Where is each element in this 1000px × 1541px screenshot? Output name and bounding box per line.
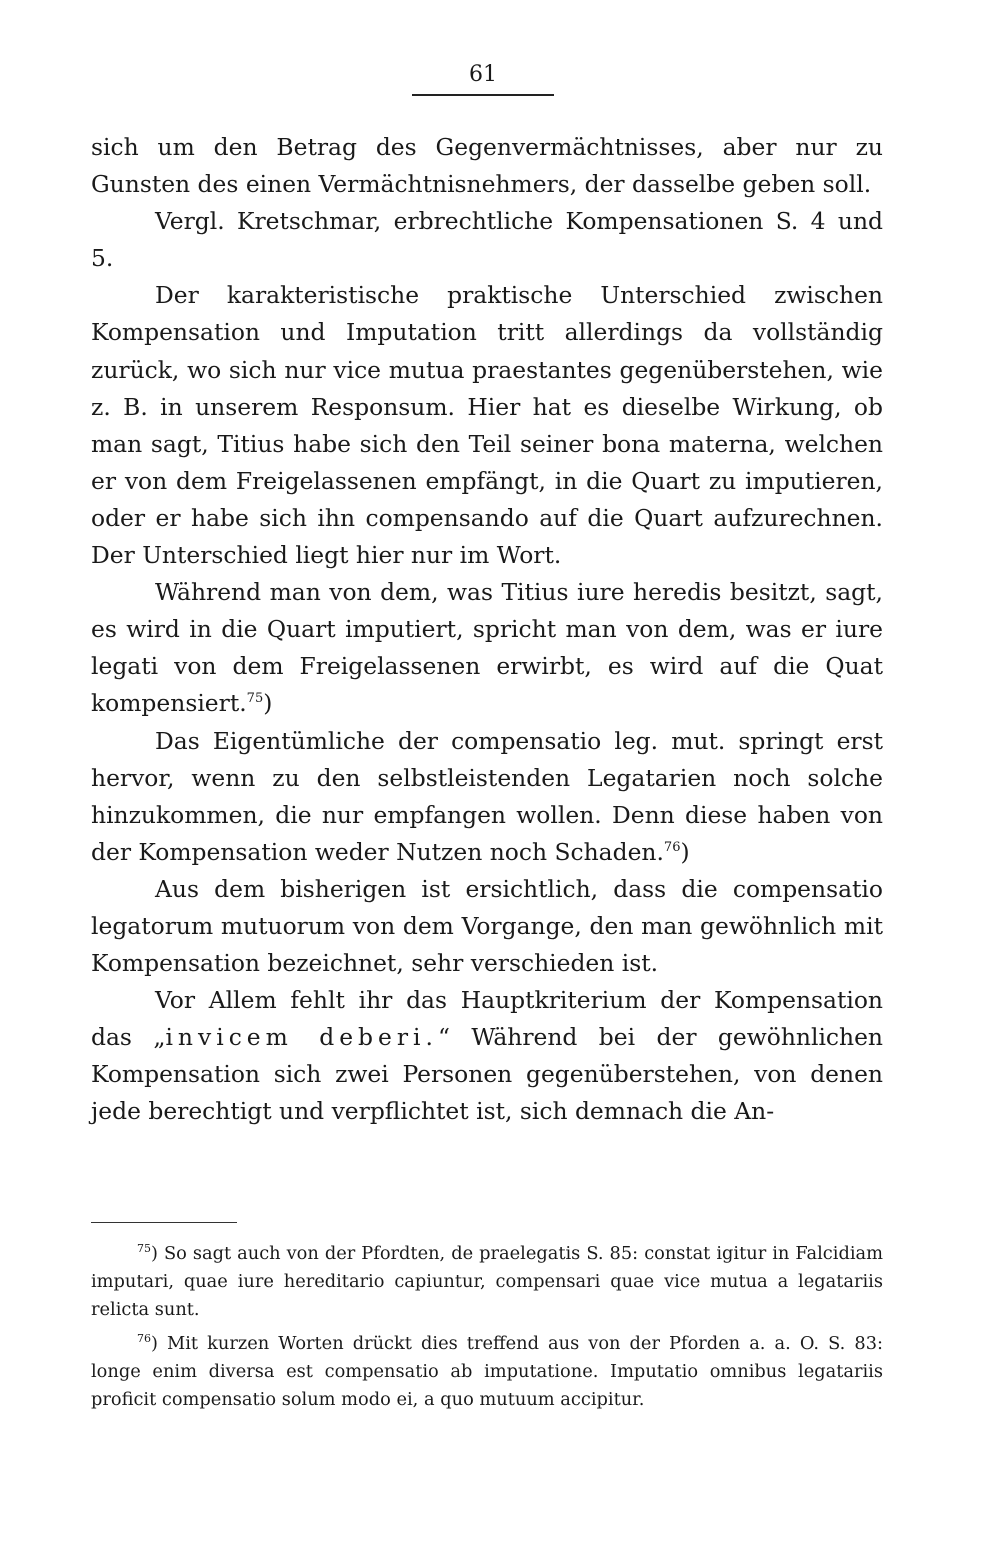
paragraph-5 xyxy=(91,723,883,871)
footnote-76-text: ) Mit kurzen Worten drückt dies treffend aus von der Pforden a. a. O. S. 83: longe enim diversa est compensatio ab imputatione. Imputatio omnibus legatariis proficit compensatio solum modo ei, a quo mutuum accipitur. xyxy=(91,1332,883,1411)
footnote-mark-75: 75 xyxy=(137,1242,151,1256)
paragraph-3-text: Der karakteristische praktische Unterschied zwischen Kompensation und Imputation tritt allerdings da vollständig zurück, wo sich nur vice mutua praestantes gegenüberstehen, wie z. B. in unserem Responsum. Hier hat es dieselbe Wirkung, ob man sagt, Titius habe sich den Teil seiner bona materna, welchen er von dem Freigelassenen empfängt, in die Quart zu imputieren, oder er habe sich ihn compensando auf die Quart aufzurechnen. Der Unterschied liegt hier nur im Wort. xyxy=(91,281,883,570)
body-text xyxy=(91,129,883,1131)
footnote-rule xyxy=(91,1222,237,1223)
footnote-ref-75[interactable]: 75 xyxy=(246,691,264,707)
paragraph-6-text: Aus dem bisherigen ist ersichtlich, dass die compensatio legatorum mutuorum von dem Vorgange, den man gewöhnlich mit Kompensation bezeichnet, sehr verschieden ist. xyxy=(91,874,883,978)
paragraph-2-text: Vergl. Kretschmar, erbrechtliche Kompensationen S. 4 und 5. xyxy=(91,207,883,273)
paragraph-4-text: Während man von dem, was Titius iure heredis besitzt, sagt, es wird in die Quart imputiert, spricht man von dem, was er iure legati von dem Freigelassenen erwirbt, es wird auf die Quat kompensiert. xyxy=(91,578,883,718)
footnote-ref-76[interactable]: 76 xyxy=(663,839,681,855)
paragraph-1-text: sich um den Betrag des Gegenvermächtnisses, aber nur zu Gunsten des einen Vermächtnisnehmers, der dasselbe geben soll. xyxy=(91,133,883,199)
footnote-mark-76: 76 xyxy=(137,1331,151,1345)
paragraph-3 xyxy=(91,277,883,574)
paragraph-7-before: Vor Allem fehlt ihr das Hauptkriterium der Kompensation das „ xyxy=(91,986,883,1052)
footnote-76 xyxy=(91,1330,883,1415)
paragraph-5-text: Das Eigentümliche der compensatio leg. mut. springt erst hervor, wenn zu den selbstleistenden Legatarien noch solche hinzukommen, die nur empfangen wollen. Denn diese haben von der Kompensation weder Nutzen noch Schaden. xyxy=(91,726,883,866)
footnote-ref-76-close: ) xyxy=(680,837,690,866)
footnote-ref-75-close: ) xyxy=(263,689,273,718)
paragraph-2 xyxy=(91,203,883,277)
paragraph-4 xyxy=(91,574,883,722)
footnote-75 xyxy=(91,1240,883,1325)
header-rule xyxy=(412,94,554,96)
paragraph-1 xyxy=(91,129,883,203)
paragraph-6 xyxy=(91,871,883,982)
footnote-75-text: ) So sagt auch von der Pfordten, de praelegatis S. 85: constat igitur in Falcidiam imputari, quae iure hereditario capiuntur, compensari quae vice mutua a legatariis relicta sunt. xyxy=(91,1243,883,1321)
paragraph-7-after: “ Während bei der gewöhnlichen Kompensation sich zwei Personen gegenüberstehen, von denen jede berechtigt und verpflichtet ist, sich demnach die An- xyxy=(91,1023,883,1126)
paragraph-7 xyxy=(91,982,883,1130)
page-number: 61 xyxy=(469,62,497,87)
spaced-phrase: invicem deberi. xyxy=(165,1023,438,1052)
footnotes xyxy=(91,1240,883,1419)
